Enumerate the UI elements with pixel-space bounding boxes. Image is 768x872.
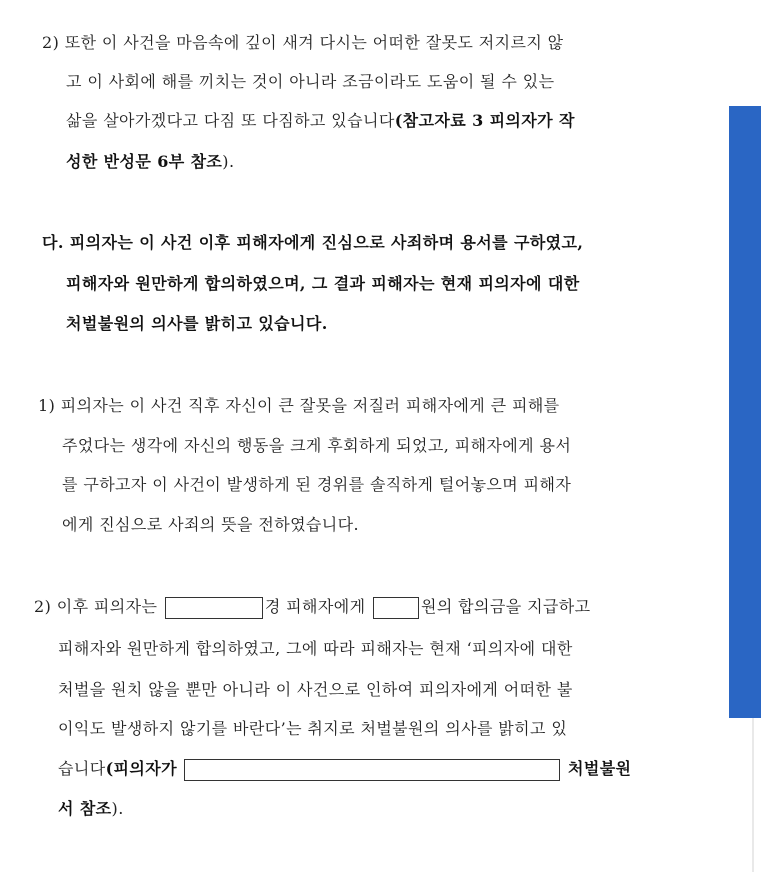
paragraph-line: 피해자와 원만하게 합의하였고, 그에 따라 피해자는 현재 ‘피의자에 대한	[58, 639, 573, 658]
paragraph-line	[34, 594, 591, 619]
text-normal: 원의 합의금을 지급하고	[420, 597, 591, 616]
paragraph-line: 고 이 사회에 해를 끼치는 것이 아니라 조금이라도 도움이 될 수 있는	[66, 72, 555, 91]
paragraph-line: 처벌을 원치 않을 뿐만 아니라 이 사건으로 인하여 피의자에게 어떠한 불	[58, 680, 573, 699]
text-normal: 2) 이후 피의자는	[34, 597, 158, 616]
paragraph-line: 를 구하고자 이 사건이 발생하게 된 경위를 솔직하게 털어놓으며 피해자	[62, 475, 572, 494]
text-normal: 경 피해자에게	[264, 597, 366, 616]
reference-text: (피의자가	[105, 759, 177, 778]
paragraph-line: 1) 피의자는 이 사건 직후 자신이 큰 잘못을 저질러 피해자에게 큰 피해를	[38, 396, 560, 415]
text-normal: ).	[222, 152, 235, 171]
page-edge-blue-bar	[729, 106, 761, 718]
reference-text: 성한 반성문 6부 참조	[66, 152, 223, 171]
page-edge-line	[752, 718, 754, 872]
text-normal: 습니다	[58, 759, 106, 778]
reference-text: (참고자료 3 피의자가 작	[394, 111, 575, 130]
redacted-date-box	[165, 597, 263, 619]
section-heading-line: 피해자와 원만하게 합의하였으며, 그 결과 피해자는 현재 피의자에 대한	[66, 274, 580, 293]
paragraph-line: 에게 진심으로 사죄의 뜻을 전하였습니다.	[62, 515, 359, 534]
paragraph-line	[58, 796, 124, 819]
reference-text: 서 참조	[58, 799, 112, 818]
paragraph-line	[58, 756, 631, 781]
paragraph-line	[66, 149, 234, 172]
paragraph-line: 2) 또한 이 사건을 마음속에 깊이 새겨 다시는 어떠한 잘못도 저지르지 않	[42, 33, 564, 52]
text-normal: 삶을 살아가겠다고 다짐 또 다짐하고 있습니다	[66, 111, 395, 130]
redacted-amount-box	[373, 597, 419, 619]
redacted-name-box	[184, 759, 560, 781]
paragraph-line: 주었다는 생각에 자신의 행동을 크게 후회하게 되었고, 피해자에게 용서	[62, 436, 572, 455]
text-normal: ).	[111, 799, 124, 818]
section-heading-line: 처벌불원의 의사를 밝히고 있습니다.	[66, 314, 328, 333]
paragraph-line: 이익도 발생하지 않기를 바란다’는 취지로 처벌불원의 의사를 밝히고 있	[58, 719, 568, 738]
section-heading-line: 다. 피의자는 이 사건 이후 피해자에게 진심으로 사죄하며 용서를 구하였고,	[42, 233, 584, 252]
paragraph-line	[66, 108, 575, 131]
reference-text: 처벌불원	[567, 759, 632, 778]
